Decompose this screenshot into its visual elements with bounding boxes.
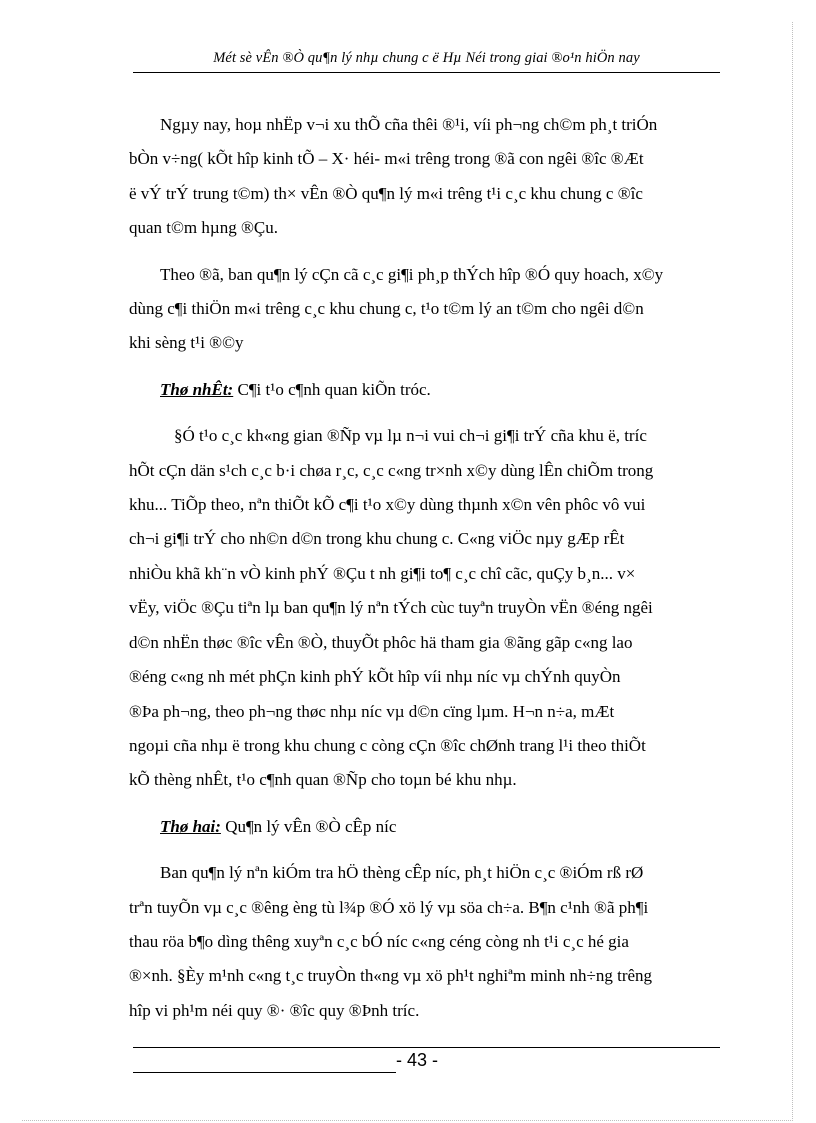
section-heading-2 [160, 810, 720, 844]
running-header: Mét sè vÊn ®Ò qu¶n lý nhµ chung c ë Hµ Néi trong giai ®o¹n hiÖn nay [213, 50, 640, 66]
footer-rule [133, 1047, 720, 1048]
page-number: - 43 - [396, 1050, 439, 1070]
body-line: quan t©m hµng ®Çu. [129, 218, 278, 238]
document-body [129, 108, 720, 1028]
body-line: khu... TiÕp theo, nªn thiÕt kÕ c¶i t¹o x©y dùng thµnh x©n vên phôc vô vui [129, 495, 646, 515]
section-label-2: Thø hai: [160, 816, 221, 836]
body-line: Theo ®ã, ban qu¶n lý cÇn cã c¸c gi¶i ph¸p thÝch hîp ®Ó quy hoach, x©y [160, 264, 664, 284]
body-line: bÒn v÷ng( kÕt hîp kinh tÕ – X· héi- m«i trêng trong ®ã con ngêi ®îc ®Æt [129, 149, 644, 169]
section-label-1: Thø nhÊt: [160, 379, 234, 399]
body-line: d©n nhËn thøc ®îc vÊn ®Ò, thuyÕt phôc hä tham gia ®ãng gãp c«ng lao [129, 632, 633, 652]
body-line: dùng c¶i thiÖn m«i trêng c¸c khu chung c, t¹o t©m lý an t©m cho ngêi d©n [129, 299, 644, 319]
body-line: Ban qu¶n lý nªn kiÓm tra hÖ thèng cÊp níc, ph¸t hiÖn c¸c ®iÓm rß rØ [160, 863, 644, 883]
section-title-1: C¶i t¹o c¶nh quan kiÕn tróc. [233, 379, 431, 399]
body-line: ®éng c«ng nh mét phÇn kinh phÝ kÕt hîp víi nhµ níc vµ chÝnh quyÒn [129, 667, 621, 687]
body-line: ®×nh. §Èy m¹nh c«ng t¸c truyÒn th«ng vµ xö ph¹t nghiªm minh nh÷ng trêng [129, 966, 653, 986]
body-line: §Ó t¹o c¸c kh«ng gian ®Ñp vµ lµ n¬i vui ch¬i gi¶i trÝ cña khu ë, tríc [174, 426, 647, 446]
section-heading-1 [160, 373, 720, 407]
body-line: trªn tuyÕn vµ c¸c ®êng èng tù l¾p ®Ó xö lý vµ söa ch÷a. B¶n c¹nh ®ã ph¶i [129, 897, 649, 917]
body-line: ®Þa ph¬ng, theo ph¬ng thøc nhµ níc vµ d©n cïng lµm. H¬n n÷a, mÆt [129, 701, 615, 721]
body-line: khi sèng t¹i ®©y [129, 333, 244, 353]
body-line: hÕt cÇn dän s¹ch c¸c b·i chøa r¸c, c¸c c«ng tr×nh x©y dùng lÊn chiÕm trong [129, 460, 654, 480]
body-line: nhiÒu khã kh¨n vÒ kinh phÝ ®Çu t nh gi¶i to¶ c¸c chî cãc, quÇy b¸n... v× [129, 563, 636, 583]
body-line: ngoµi cña nhµ ë trong khu chung c còng cÇn ®îc chØnh trang l¹i theo thiÕt [129, 735, 646, 755]
body-line: ch¬i gi¶i trÝ cho nh©n d©n trong khu chung c. C«ng viÖc nµy gÆp rÊt [129, 529, 625, 549]
body-line: thau röa b¶o dìng thêng xuyªn c¸c bÓ níc c«ng céng còng nh t¹i c¸c hé gia [129, 931, 629, 951]
footer-line [133, 1072, 396, 1073]
body-line: kÕ thèng nhÊt, t¹o c¶nh quan ®Ñp cho toµn bé khu nhµ. [129, 770, 517, 790]
body-line: Ngµy nay, hoµ nhËp v¬i xu thÕ cña thêi ®¹i, víi ph¬ng ch©m ph¸t triÓn [160, 115, 658, 134]
header-rule [133, 72, 720, 73]
section-title-2: Qu¶n lý vÊn ®Ò cÊp níc [220, 816, 397, 836]
body-line: ë vÝ trÝ trung t©m) th× vÊn ®Ò qu¶n lý m«i trêng t¹i c¸c khu chung c ®îc [129, 183, 643, 203]
body-line: hîp vi ph¹m néi quy ®· ®îc quy ®Þnh tríc. [129, 1000, 420, 1020]
body-line: vËy, viÖc ®Çu tiªn lµ ban qu¶n lý nªn tÝch cùc tuyªn truyÒn vËn ®éng ngêi [129, 598, 653, 618]
